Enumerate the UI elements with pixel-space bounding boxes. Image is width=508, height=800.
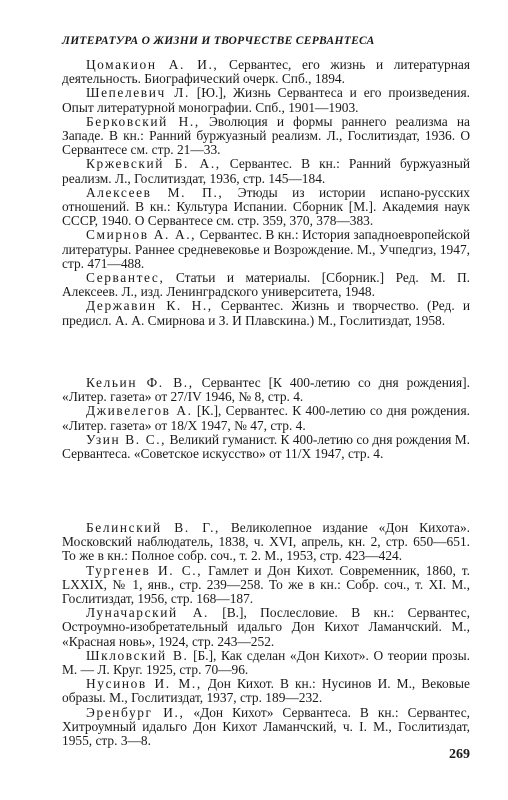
entry-text: [Б.], Как сделан «Дон Кихот». О теории прозы. М. — Л. Круг. 1925, стр. 70—96.: [62, 647, 471, 678]
bibliography-entry: [62, 58, 470, 86]
entry-author: Державин К. Н.,: [86, 298, 213, 314]
entry-text: Этюды из истории испано-русских отношений. В кн.: Культура Испании. Сборник [М.]. Академия наук СССР, 1940. О Сервантесе см. стр. 359, 370, 378—383.: [62, 184, 470, 229]
entry-text: «Дон Кихот» Сервантеса. В кн.: Сервантес, Хитроумный идальго Дон Кихот Ламанчский, ч. I. М., Гослитиздат, 1955, стр. 3—8.: [62, 704, 470, 749]
bibliography-section-don-quixote: [62, 521, 470, 748]
entry-text: Гамлет и Дон Кихот. Современник, 1860, т. LXXIX, № 1, янв., стр. 239—258. То же в кн.: Собр. соч., т. XI. М., Гослитиздат, 1956, стр. 168—187.: [62, 562, 470, 607]
entry-text: Дон Кихот. В кн.: Нусинов И. М., Вековые образы. М., Гослитиздат, 1937, стр. 189—232.: [62, 676, 470, 706]
bibliography-entry: [62, 271, 470, 299]
entry-author: Кельин Ф. В.,: [86, 375, 194, 390]
bibliography-section-articles: [62, 376, 470, 461]
bibliography-entry: [62, 186, 470, 229]
entry-text: Эволюция и формы раннего реализма на Западе. В кн.: Ранний буржуазный реализм. Л., Гослитиздат, 1936. О Сервантесе см. стр. 21—33.: [62, 113, 470, 158]
entry-author: Узин В. С.,: [86, 431, 167, 447]
entry-text: [Ю.], Жизнь Сервантеса и его произведения. Опыт литературной монографии. Спб., 1901—1903.: [62, 85, 470, 115]
bibliography-entry: [62, 564, 470, 607]
bibliography-entry: [62, 521, 470, 564]
entry-author: Луначарский А.: [86, 605, 209, 621]
entry-author: Шкловский В.: [86, 647, 189, 663]
entry-text: Статьи и материалы. [Сборник.] Ред. М. П. Алексеев. Л., изд. Ленинградского университета, 1948.: [62, 270, 470, 300]
bibliography-entry: [62, 649, 470, 677]
entry-author: Дживелегов А.: [86, 403, 193, 419]
bibliography-entry: [62, 228, 470, 271]
entry-text: Сервантес [К 400-летию со дня рождения]. «Литер. газета» от 27/IV 1946, № 8, стр. 4.: [62, 375, 470, 405]
entry-author: Тургенев И. С.,: [86, 562, 203, 578]
bibliography-entry: [62, 706, 470, 749]
bibliography-section-books: [62, 58, 470, 328]
entry-text: Великий гуманист. К 400-летию со дня рождения М. Сервантеса. «Советское искусство» от 11/X 1947, стр. 4.: [62, 431, 470, 462]
entry-text: [К.], Сервантес. К 400-летию со дня рождения. «Литер. газета» от 18/X 1947, № 47, стр. 4.: [62, 403, 470, 433]
entry-author: Шепелевич Л.: [86, 85, 190, 101]
entry-text: Сервантес, его жизнь и литературная деятельность. Биографический очерк. Спб., 1894.: [62, 57, 470, 87]
bibliography-entry: [62, 157, 470, 185]
entry-author: Белинский В. Г.,: [86, 520, 220, 535]
entry-author: Смирнов А. А.,: [86, 227, 197, 243]
bibliography-entry: [62, 376, 470, 404]
entry-author: Нусинов И. М.,: [86, 676, 202, 692]
page-number: 269: [449, 747, 470, 762]
entry-author: Кржевский Б. А.,: [86, 156, 221, 172]
running-header: ЛИТЕРАТУРА О ЖИЗНИ И ТВОРЧЕСТВЕ СЕРВАНТЕСА: [62, 35, 375, 47]
entry-text: Сервантес. Жизнь и творчество. (Ред. и предисл. А. А. Смирнова и З. И Плавскина.) М., Гослитиздат, 1958.: [62, 298, 470, 328]
bibliography-entry: [62, 404, 470, 432]
bibliography-entry: [62, 299, 470, 327]
entry-author: Берковский Н.,: [86, 113, 200, 129]
bibliography-entry: [62, 86, 470, 114]
entry-text: Сервантес. В кн.: История западноевропейской литературы. Раннее средневековье и Возрождение. М., Учпедгиз, 1947, стр. 471—488.: [62, 227, 470, 271]
entry-author: Эренбург И.,: [86, 704, 185, 720]
entry-text: [В.], Послесловие. В кн.: Сервантес, Остроумно-изобретательный идальго Дон Кихот Ламанчский. М., «Красная новь», 1924, стр. 243—252.: [62, 605, 470, 649]
entry-text: Великолепное издание «Дон Кихота». Московский наблюдатель, 1838, ч. XVI, апрель, кн. 2, стр. 650—651. То же в кн.: Полное собр. соч., т. 2. М., 1953, стр. 423—424.: [62, 520, 470, 564]
bibliography-entry: [62, 677, 470, 705]
bibliography-entry: [62, 115, 470, 158]
entry-author: Алексеев М. П.,: [86, 184, 224, 200]
entry-author: Сервантес,: [86, 270, 165, 286]
entry-text: Сервантес. В кн.: Ранний буржуазный реализм. Л., Гослитиздат, 1936, стр. 145—184.: [62, 156, 470, 186]
bibliography-entry: [62, 606, 470, 649]
bibliography-entry: [62, 433, 470, 461]
entry-author: Цомакион А. И.,: [86, 57, 219, 72]
